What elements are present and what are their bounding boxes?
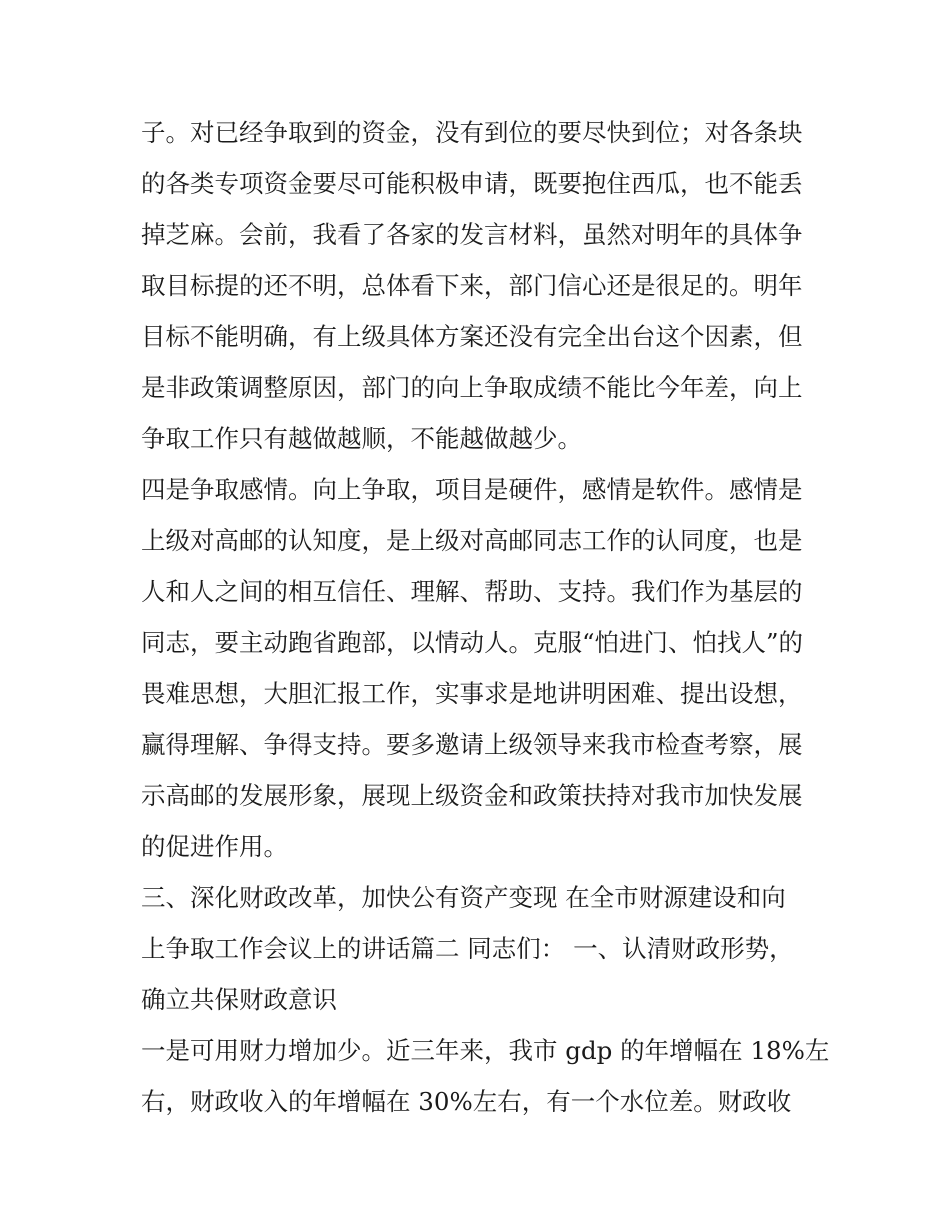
- text-line: 目标不能明确，有上级具体方案还没有完全出台这个因素，但: [141, 322, 803, 351]
- text-line: 赢得理解、争得支持。要多邀请上级领导来我市检查考察，展: [141, 730, 803, 759]
- text-line: 是非政策调整原因，部门的向上争取成绩不能比今年差，向上: [141, 373, 803, 402]
- text-line: 掉芝麻。会前，我看了各家的发言材料，虽然对明年的具体争: [141, 220, 803, 249]
- text-line: 右，财政收入的年增幅在 30%左右，有一个水位差。财政收: [141, 1087, 792, 1116]
- text-line: 三、深化财政改革，加快公有资产变现 在全市财源建设和向: [141, 883, 786, 912]
- text-line: 取目标提的还不明，总体看下来，部门信心还是很足的。明年: [141, 271, 803, 300]
- text-line: 子。对已经争取到的资金，没有到位的要尽快到位；对各条块: [141, 118, 803, 147]
- body-text: [141, 107, 830, 1127]
- text-line: 的促进作用。: [141, 832, 288, 861]
- text-line: 四是争取感情。向上争取，项目是硬件，感情是软件。感情是: [141, 475, 803, 504]
- text-line: 上争取工作会议上的讲话篇二 同志们： 一、认清财政形势，: [141, 934, 794, 963]
- text-line: 人和人之间的相互信任、理解、帮助、支持。我们作为基层的: [141, 577, 803, 606]
- text-line: 上级对高邮的认知度，是上级对高邮同志工作的认同度，也是: [141, 526, 803, 555]
- text-line: 的各类专项资金要尽可能积极申请，既要抱住西瓜，也不能丢: [141, 169, 803, 198]
- text-line: 畏难思想，大胆汇报工作，实事求是地讲明困难、提出设想，: [141, 679, 803, 708]
- text-line: 争取工作只有越做越顺，不能越做越少。: [141, 424, 582, 453]
- text-line: 一是可用财力增加少。近三年来，我市 gdp 的年增幅在 18%左: [141, 1036, 830, 1065]
- text-line: 同志，要主动跑省跑部，以情动人。克服“怕进门、怕找人”的: [141, 628, 804, 657]
- text-line: 确立共保财政意识: [141, 985, 337, 1014]
- text-line: 示高邮的发展形象，展现上级资金和政策扶持对我市加快发展: [141, 781, 803, 810]
